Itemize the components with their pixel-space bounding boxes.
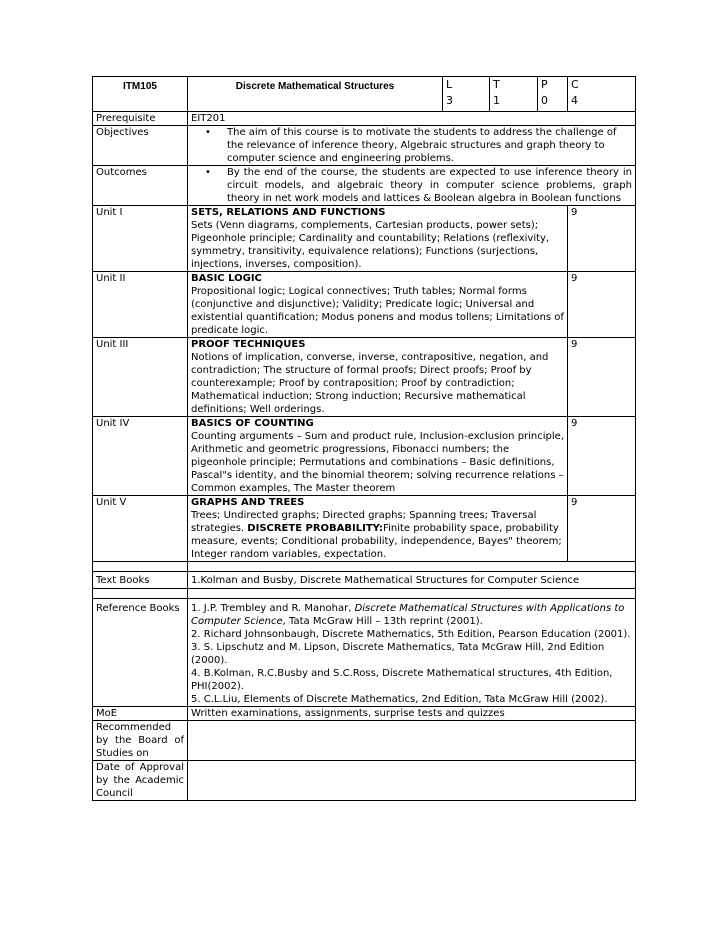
unit-content bbox=[191, 509, 564, 561]
unit-content: Propositional logic; Logical connectives; Truth tables; Normal forms (conjunctive and disjunctive); Validity; Predicate logic; Universal and existential quantification; Modus ponens and modus tollens; Limitations of predicate logic. bbox=[191, 286, 564, 336]
bullet-icon: • bbox=[205, 127, 211, 138]
unit-row bbox=[93, 417, 636, 496]
unit-label: Unit I bbox=[93, 206, 188, 272]
ltpc-c-label: C bbox=[571, 78, 579, 91]
recommended-label: Recommended by the Board of Studies on bbox=[93, 721, 188, 761]
moe-row bbox=[93, 707, 636, 721]
ltpc-p-value: 0 bbox=[541, 94, 548, 107]
header-row bbox=[93, 77, 636, 112]
unit-body bbox=[188, 206, 568, 272]
prerequisite-row bbox=[93, 112, 636, 126]
ltpc-l-value: 3 bbox=[446, 94, 453, 107]
unit-content-part: Finite probability space, probability measure, events; Conditional probability, independence, Bayes" theorem; Integer random variables, expectation. bbox=[191, 523, 562, 560]
moe-label: MoE bbox=[93, 707, 188, 721]
unit-row bbox=[93, 338, 636, 417]
course-code: ITM105 bbox=[93, 77, 188, 112]
reference-item: 5. C.L.Liu, Elements of Discrete Mathematics, 2nd Edition, Tata McGraw Hill (2002). bbox=[191, 694, 608, 705]
objectives-label: Objectives bbox=[93, 126, 188, 166]
ltpc-c-value: 4 bbox=[571, 94, 578, 107]
unit-label: Unit III bbox=[93, 338, 188, 417]
objectives-row bbox=[93, 126, 636, 166]
reference-item: 4. B.Kolman, R.C.Busby and S.C.Ross, Discrete Mathematical structures, 4th Edition, PHI(2002). bbox=[191, 668, 613, 692]
bullet-icon: • bbox=[205, 167, 211, 178]
prerequisite-value: EIT201 bbox=[188, 112, 636, 126]
unit-title: SETS, RELATIONS AND FUNCTIONS bbox=[191, 207, 386, 218]
spacer-cell bbox=[188, 589, 636, 599]
unit-title: GRAPHS AND TREES bbox=[191, 497, 305, 508]
text-books-row bbox=[93, 572, 636, 589]
reference-title-italic: Discrete Mathematical Structures with Applications to Computer Science bbox=[191, 603, 625, 627]
ltpc-l bbox=[443, 77, 490, 112]
unit-body bbox=[188, 338, 568, 417]
outcomes-cell bbox=[188, 166, 636, 206]
course-title: Discrete Mathematical Structures bbox=[188, 77, 443, 112]
reference-item bbox=[191, 602, 632, 628]
syllabus-table bbox=[92, 76, 636, 801]
ltpc-t bbox=[490, 77, 538, 112]
approval-value bbox=[188, 761, 636, 801]
moe-value: Written examinations, assignments, surprise tests and quizzes bbox=[188, 707, 636, 721]
reference-text: , Tata McGraw Hill – 13th reprint (2001). bbox=[282, 616, 483, 627]
unit-content-part: Trees; Undirected graphs; Directed graphs; Spanning trees; Traversal strategies. bbox=[191, 510, 537, 534]
spacer-cell bbox=[93, 589, 188, 599]
ltpc-l-label: L bbox=[446, 78, 453, 91]
prerequisite-label: Prerequisite bbox=[93, 112, 188, 126]
spacer-cell bbox=[188, 562, 636, 572]
text-books-label: Text Books bbox=[93, 572, 188, 589]
ltpc-t-label: T bbox=[493, 78, 500, 91]
outcomes-label: Outcomes bbox=[93, 166, 188, 206]
objectives-text: The aim of this course is to motivate the students to address the challenge of the relevance of inference theory, Algebraic structures and graph theory to computer science and engineering problems. bbox=[227, 127, 617, 164]
unit-content: Sets (Venn diagrams, complements, Cartesian products, power sets); Pigeonhole principle; Cardinality and countability; Relations (reflexivity, symmetry, transitivity, equivalence relations); Functions (surjections, injections, inverses, composition). bbox=[191, 220, 550, 270]
spacer-cell bbox=[93, 562, 188, 572]
unit-row bbox=[93, 272, 636, 338]
unit-hours: 9 bbox=[568, 338, 636, 417]
approval-label: Date of Approval by the Academic Council bbox=[93, 761, 188, 801]
approval-row bbox=[93, 761, 636, 801]
reference-item: 3. S. Lipschutz and M. Lipson, Discrete Mathematics, Tata McGraw Hill, 2nd Edition (2000). bbox=[191, 642, 605, 666]
recommended-value bbox=[188, 721, 636, 761]
unit-body bbox=[188, 417, 568, 496]
unit-hours: 9 bbox=[568, 417, 636, 496]
ltpc-t-value: 1 bbox=[493, 94, 500, 107]
unit-title: BASICS OF COUNTING bbox=[191, 418, 314, 429]
unit-row bbox=[93, 206, 636, 272]
recommended-row bbox=[93, 721, 636, 761]
unit-label: Unit II bbox=[93, 272, 188, 338]
unit-title: BASIC LOGIC bbox=[191, 273, 262, 284]
unit-content: Counting arguments – Sum and product rule, Inclusion-exclusion principle, Arithmetic and geometric progressions, Fibonacci numbers; the pigeonhole principle; Permutations and combinations – Basic definitions, Pascal"s identity, and the binomial theorem; solving recurrence relations – Common examples, The Master theorem bbox=[191, 431, 565, 494]
unit-body bbox=[188, 496, 568, 562]
ltpc-c bbox=[568, 77, 636, 112]
reference-books-row bbox=[93, 599, 636, 707]
unit-title: PROOF TECHNIQUES bbox=[191, 339, 306, 350]
spacer-row bbox=[93, 562, 636, 572]
ltpc-p bbox=[538, 77, 568, 112]
spacer-row bbox=[93, 589, 636, 599]
reference-text: 1. J.P. Trembley and R. Manohar, bbox=[191, 603, 355, 614]
objectives-cell bbox=[188, 126, 636, 166]
unit-label: Unit V bbox=[93, 496, 188, 562]
reference-books-label: Reference Books bbox=[93, 599, 188, 707]
unit-hours: 9 bbox=[568, 272, 636, 338]
reference-item: 2. Richard Johnsonbaugh, Discrete Mathematics, 5th Edition, Pearson Education (2001). bbox=[191, 629, 631, 640]
unit-label: Unit IV bbox=[93, 417, 188, 496]
text-books-value: 1.Kolman and Busby, Discrete Mathematical Structures for Computer Science bbox=[188, 572, 636, 589]
unit-content-bold: DISCRETE PROBABILITY: bbox=[247, 523, 384, 534]
outcomes-text: By the end of the course, the students are expected to use inference theory in circuit models, and algebraic theory in computer science problems, graph theory in net work models and lattices & Boolean algebra in Boolean functions bbox=[227, 167, 632, 204]
unit-content: Notions of implication, converse, inverse, contrapositive, negation, and contradiction; The structure of formal proofs; Direct proofs; Proof by counterexample; Proof by contraposition; Proof by contradiction; Mathematical induction; Strong induction; Recursive mathematical definitions; Well orderings. bbox=[191, 352, 549, 415]
unit-hours: 9 bbox=[568, 206, 636, 272]
unit-row bbox=[93, 496, 636, 562]
unit-hours: 9 bbox=[568, 496, 636, 562]
reference-books-list bbox=[188, 599, 636, 707]
ltpc-p-label: P bbox=[541, 78, 548, 91]
outcomes-row bbox=[93, 166, 636, 206]
unit-body bbox=[188, 272, 568, 338]
